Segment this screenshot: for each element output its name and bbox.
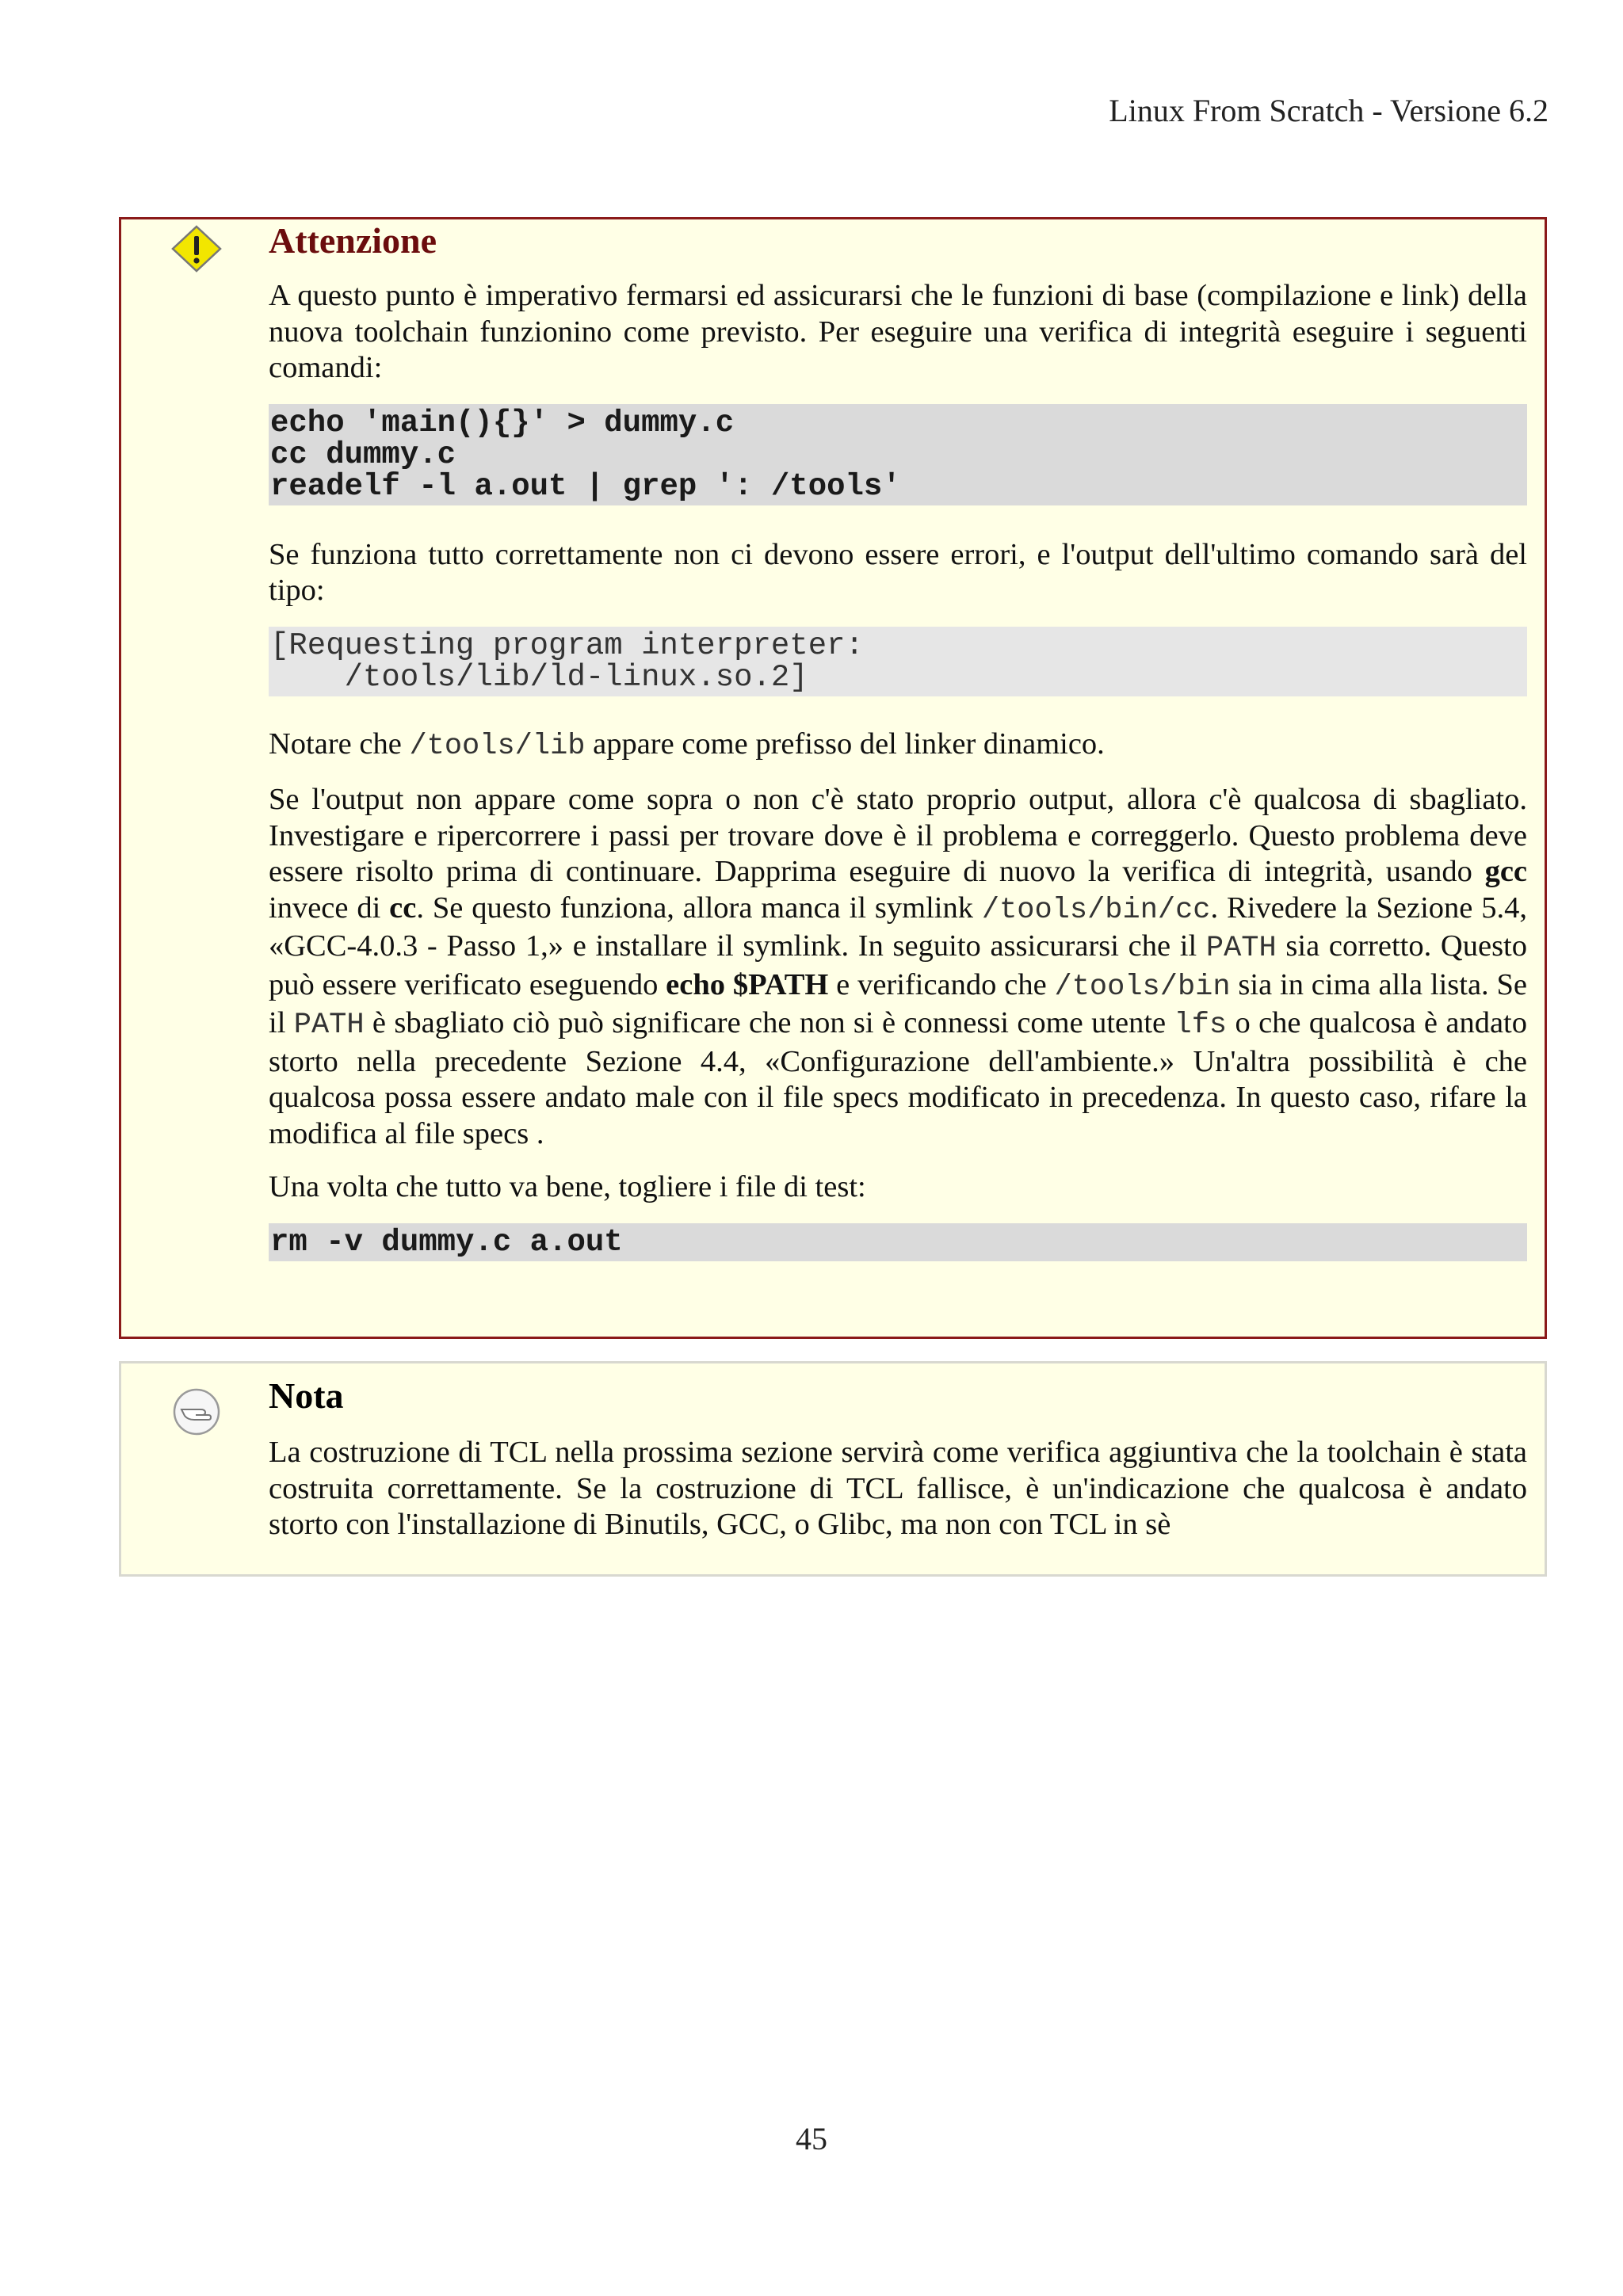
- page-number: 45: [796, 2121, 827, 2157]
- troubleshooting-paragraph: Se l'output non appare come sopra o non c'è stato proprio output, allora c'è qualcosa di sbagliato. Investigare e ripercorrere i passi per trovare dove è il problema e correggerlo. Questo problema deve essere risolto prima di continuare. Dapprima eseguire di nuovo la verifica di integrità, usando gcc invece di cc. Se questo funziona, allora manca il symlink /tools/bin/cc. Rivedere la Sezione 5.4, «GCC-4.0.3 - Passo 1,» e installare il symlink. In seguito assicurarsi che il PATH sia corretto. Questo può essere verificato eseguendo echo $PATH e verificando che /tools/bin sia in cima alla lista. Se il PATH è sbagliato ciò può significare che non si è connessi come utente lfs o che qualcosa è andato storto nella precedente Sezione 4.4, «Configurazione dell'ambiente.» Un'altra possibilità è che qualcosa possa essere andato male con il file specs modificato in precedenza. In questo caso, rifare la modifica al file specs .: [269, 783, 1527, 1150]
- warning-icon: [170, 224, 223, 277]
- cc-command: cc: [389, 891, 417, 925]
- tools-lib-path: /tools/lib: [409, 729, 586, 763]
- note-admonition: [119, 1361, 1547, 1577]
- warning-title: Attenzione: [269, 220, 437, 261]
- note-text: La costruzione di TCL nella prossima sezione servirà come verifica aggiuntiva che la toolchain è stata costruita correttamente. Se la costruzione di TCL fallisce, è un'indicazione che qualcosa è andato storto con l'installazione di Binutils, GCC, o Glibc, ma non con TCL in sè: [269, 1436, 1527, 1541]
- integrity-commands: echo 'main(){}' > dummy.c cc dummy.c readelf -l a.out | grep ': /tools': [269, 404, 1527, 505]
- note-title: Nota: [269, 1375, 344, 1416]
- path-variable: PATH: [1205, 932, 1277, 965]
- warning-intro: A questo punto è imperativo fermarsi ed assicurarsi che le funzioni di base (compilazione e link) della nuova toolchain funzionino come previsto. Per eseguire una verifica di integrità eseguire i seguenti comandi:: [269, 279, 1527, 384]
- expected-output: [Requesting program interpreter: /tools/lib/ld-linux.so.2]: [269, 627, 1527, 696]
- echo-path-command: echo $PATH: [666, 967, 829, 1001]
- tools-bin-path: /tools/bin: [1054, 970, 1231, 1004]
- cleanup-intro: Una volta che tutto va bene, togliere i file di test:: [269, 1170, 866, 1203]
- expected-output-intro: Se funziona tutto correttamente non ci devono essere errori, e l'output dell'ultimo comando sarà del tipo:: [269, 537, 1527, 607]
- gcc-command: gcc: [1484, 855, 1527, 888]
- running-header: Linux From Scratch - Versione 6.2: [1109, 93, 1549, 128]
- note-content: [269, 1375, 1527, 1561]
- warning-content: [269, 219, 1527, 1279]
- pointing-hand-icon: [170, 1386, 223, 1442]
- lfs-user: lfs: [1174, 1009, 1228, 1042]
- cleanup-command: rm -v dummy.c a.out: [269, 1223, 1527, 1261]
- linker-note: Notare che /tools/lib appare come prefisso del linker dinamico.: [269, 727, 1105, 763]
- warning-admonition: [119, 217, 1547, 1339]
- path-variable: PATH: [293, 1009, 365, 1042]
- tools-bin-cc-path: /tools/bin/cc: [981, 893, 1211, 927]
